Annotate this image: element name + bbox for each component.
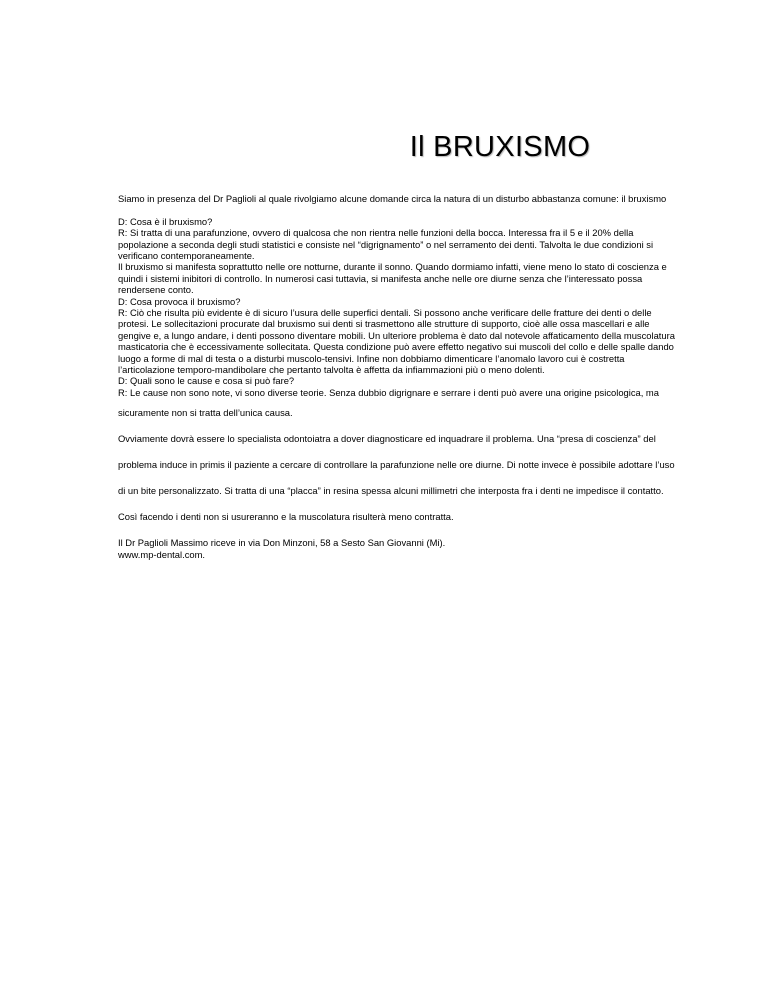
qa-section <box>118 216 678 399</box>
website-link[interactable]: www.mp-dental.com. <box>118 548 206 560</box>
diagnosis-line-2: problema induce in primis il paziente a cercare di controllare la parafunzione nelle ore diurne. Di notte invece è possibile adottare l’uso <box>118 459 675 471</box>
answer-2: R: Ciò che risulta più evidente è di sicuro l’usura delle superfici dentali. Si possono anche verificare delle fratture dei denti o delle protesi. Le sollecitazioni procurate dal bruxismo sui denti si trasmettono alle strutture di supporto, cioè alle ossa mascellari e alle gengive e, a lungo andare, i denti possono diventare mobili. Un ulteriore problema è dato dal notevole affaticamento della muscolatura masticatoria che è eccessivamente sollecitata. Questa condizione può avere effetto negativo sui muscoli del collo e delle spalle dando luogo a forme di mal di testa o a disturbi muscolo-tensivi. Infine non dobbiamo dimenticare l’anomalo lavoro cui è costretta l’articolazione temporo-mandibolare che pertanto talvolta è affetta da infiammazioni più o meno dolenti. <box>118 307 675 376</box>
document-title: Il BRUXISMO <box>409 131 591 163</box>
diagnosis-line-1: Ovviamente dovrà essere lo specialista odontoiatra a dover diagnosticare ed inquadrare il problema. Una “presa di coscienza” del <box>118 433 656 445</box>
answer-1-continued: Il bruxismo si manifesta soprattutto nelle ore notturne, durante il sonno. Quando dormiamo infatti, viene meno lo stato di coscienza e quindi i sistemi inibitori di controllo. In numerosi casi tuttavia, si manifesta anche nelle ore diurne senza che l’interessato possa rendersene conto. <box>118 261 667 296</box>
answer-1: R: Si tratta di una parafunzione, ovvero di qualcosa che non rientra nelle funzioni della bocca. Interessa fra il 5 e il 20% della popolazione a seconda degli studi statistici e consiste nel “digrignamento” o nel serramento dei denti. Talvolta le due condizioni si verificano contemporaneamente. <box>118 227 654 262</box>
question-1: D: Cosa è il bruxismo? <box>118 215 213 227</box>
question-2: D: Cosa provoca il bruxismo? <box>118 295 241 307</box>
diagnosis-line-3: di un bite personalizzato. Si tratta di una “placca” in resina spessa alcuni millimetri che interposta fra i denti ne impedisce il contatto. <box>118 485 664 497</box>
question-3: D: Quali sono le cause e cosa si può fare? <box>118 375 295 387</box>
contact-address: Il Dr Paglioli Massimo riceve in via Don Minzoni, 58 a Sesto San Giovanni (Mi). <box>118 537 446 549</box>
answer-3: R: Le cause non sono note, vi sono diverse teorie. Senza dubbio digrignare e serrare i denti può avere una origine psicologica, ma <box>118 386 659 398</box>
intro-paragraph: Siamo in presenza del Dr Paglioli al quale rivolgiamo alcune domande circa la natura di un disturbo abbastanza comune: il bruxismo <box>118 193 667 204</box>
conclusion-line: Così facendo i denti non si usureranno e la muscolatura risulterà meno contratta. <box>118 510 454 522</box>
answer-3-continued: sicuramente non si tratta dell’unica causa. <box>118 407 293 419</box>
spaced-section <box>118 407 678 522</box>
document-body <box>118 193 678 560</box>
footer-section <box>118 537 678 560</box>
